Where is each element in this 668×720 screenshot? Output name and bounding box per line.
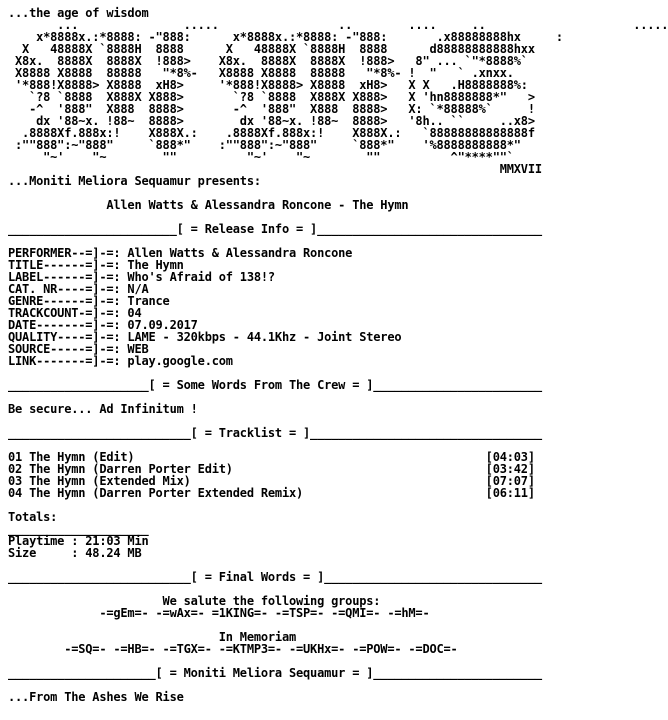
nfo-line: MMXVII	[8, 162, 542, 176]
nfo-line: ____________________[ = Some Words From The Crew = ]________________________	[8, 378, 542, 392]
nfo-line: ____________________	[8, 522, 149, 536]
nfo-line: DATE-------=]-=: 07.09.2017	[8, 318, 198, 332]
nfo-line: -=SQ=- -=HB=- -=TGX=- -=KTMP3=- -=UKHx=- -=POW=- -=DOC=-	[8, 642, 458, 656]
nfo-line: PERFORMER--=]-=: Allen Watts & Alessandra Roncone	[8, 246, 353, 260]
nfo-line: LABEL------=]-=: Who's Afraid of 138!?	[8, 270, 275, 284]
nfo-line: QUALITY----=]-=: LAME - 320kbps - 44.1Khz - Joint Stereo	[8, 330, 402, 344]
nfo-line: GENRE------=]-=: Trance	[8, 294, 170, 308]
nfo-line: -^ '888" X888 8888> -^ '888" X888 8888> X: `*88888%` !	[8, 102, 535, 116]
nfo-line: 02 The Hymn (Darren Porter Edit) [03:42]	[8, 462, 535, 476]
nfo-line: We salute the following groups:	[8, 594, 381, 608]
nfo-line: 03 The Hymn (Extended Mix) [07:07]	[8, 474, 535, 488]
nfo-line: LINK-------=]-=: play.google.com	[8, 354, 233, 368]
nfo-line: :""888":~"888" `888*" :""888":~"888" `888*" '%8888888888*"	[8, 138, 521, 152]
nfo-line: 01 The Hymn (Edit) [04:03]	[8, 450, 535, 464]
nfo-line: CAT. NR----=]-=: N/A	[8, 282, 149, 296]
nfo-line: Playtime : 21:03 Min	[8, 534, 149, 548]
nfo-line: TRACKCOUNT-=]-=: 04	[8, 306, 142, 320]
nfo-line: Size : 48.24 MB	[8, 546, 142, 560]
nfo-line: Totals:	[8, 510, 58, 524]
nfo-line: x*8888x.:*8888: -"888: x*8888x.:*8888: -"888: .x88888888hx :	[8, 30, 563, 44]
nfo-line: 04 The Hymn (Darren Porter Extended Remix) [06:11]	[8, 486, 535, 500]
nfo-line: ________________________[ = Release Info = ]________________________________	[8, 222, 542, 236]
nfo-line: X8x. 8888X 8888X !888> X8x. 8888X 8888X !888> 8" ... `"*8888%`	[8, 54, 528, 68]
nfo-line: '*888!X8888> X8888 xH8> '*888!X8888> X8888 xH8> X X .H8888888%:	[8, 78, 528, 92]
nfo-line: -=gEm=- -=wAx=- =1KING=- -=TSP=- -=QMI=- -=hM=-	[8, 606, 430, 620]
nfo-line: In Memoriam	[8, 630, 297, 644]
nfo-line: X 48888X `8888H 8888 X 48888X `8888H 8888 d88888888888hxx	[8, 42, 535, 56]
nfo-line: .8888Xf.888x:! X888X.: .8888Xf.888x:! X888X.: `88888888888888f	[8, 126, 535, 140]
nfo-line	[8, 499, 592, 511]
nfo-line: dx '88~x. !88~ 8888> dx '88~x. !88~ 8888> '8h.. `` ..x8>	[8, 114, 535, 128]
nfo-line: ...From The Ashes We Rise	[8, 690, 184, 704]
nfo-line: `?8 `8888 X888X X888> `?8 `8888 X888X X888> X 'hn8888888*" >	[8, 90, 535, 104]
nfo-line: X8888 X8888 88888 "*8%- X8888 X8888 88888 "*8%- ! " ` .xnxx.	[8, 66, 514, 80]
nfo-line: "~' "~ "" "~' "~ "" ^"****""`	[8, 150, 514, 164]
nfo-line: ...Moniti Meliora Sequamur presents:	[8, 174, 261, 188]
nfo-line: __________________________[ = Tracklist = ]_________________________________	[8, 426, 542, 440]
nfo-line: SOURCE-----=]-=: WEB	[8, 342, 149, 356]
nfo-line: ... ..... .. .... .. .....	[8, 18, 668, 32]
nfo-line: Allen Watts & Alessandra Roncone - The Hymn	[8, 198, 409, 212]
nfo-line: TITLE------=]-=: The Hymn	[8, 258, 184, 272]
nfo-line: __________________________[ = Final Words = ]_______________________________	[8, 570, 542, 584]
nfo-line: ...the age of wisdom	[8, 6, 149, 20]
nfo-line: Be secure... Ad Infinitum !	[8, 402, 198, 416]
nfo-line: _____________________[ = Moniti Meliora Sequamur = ]________________________	[8, 666, 542, 680]
